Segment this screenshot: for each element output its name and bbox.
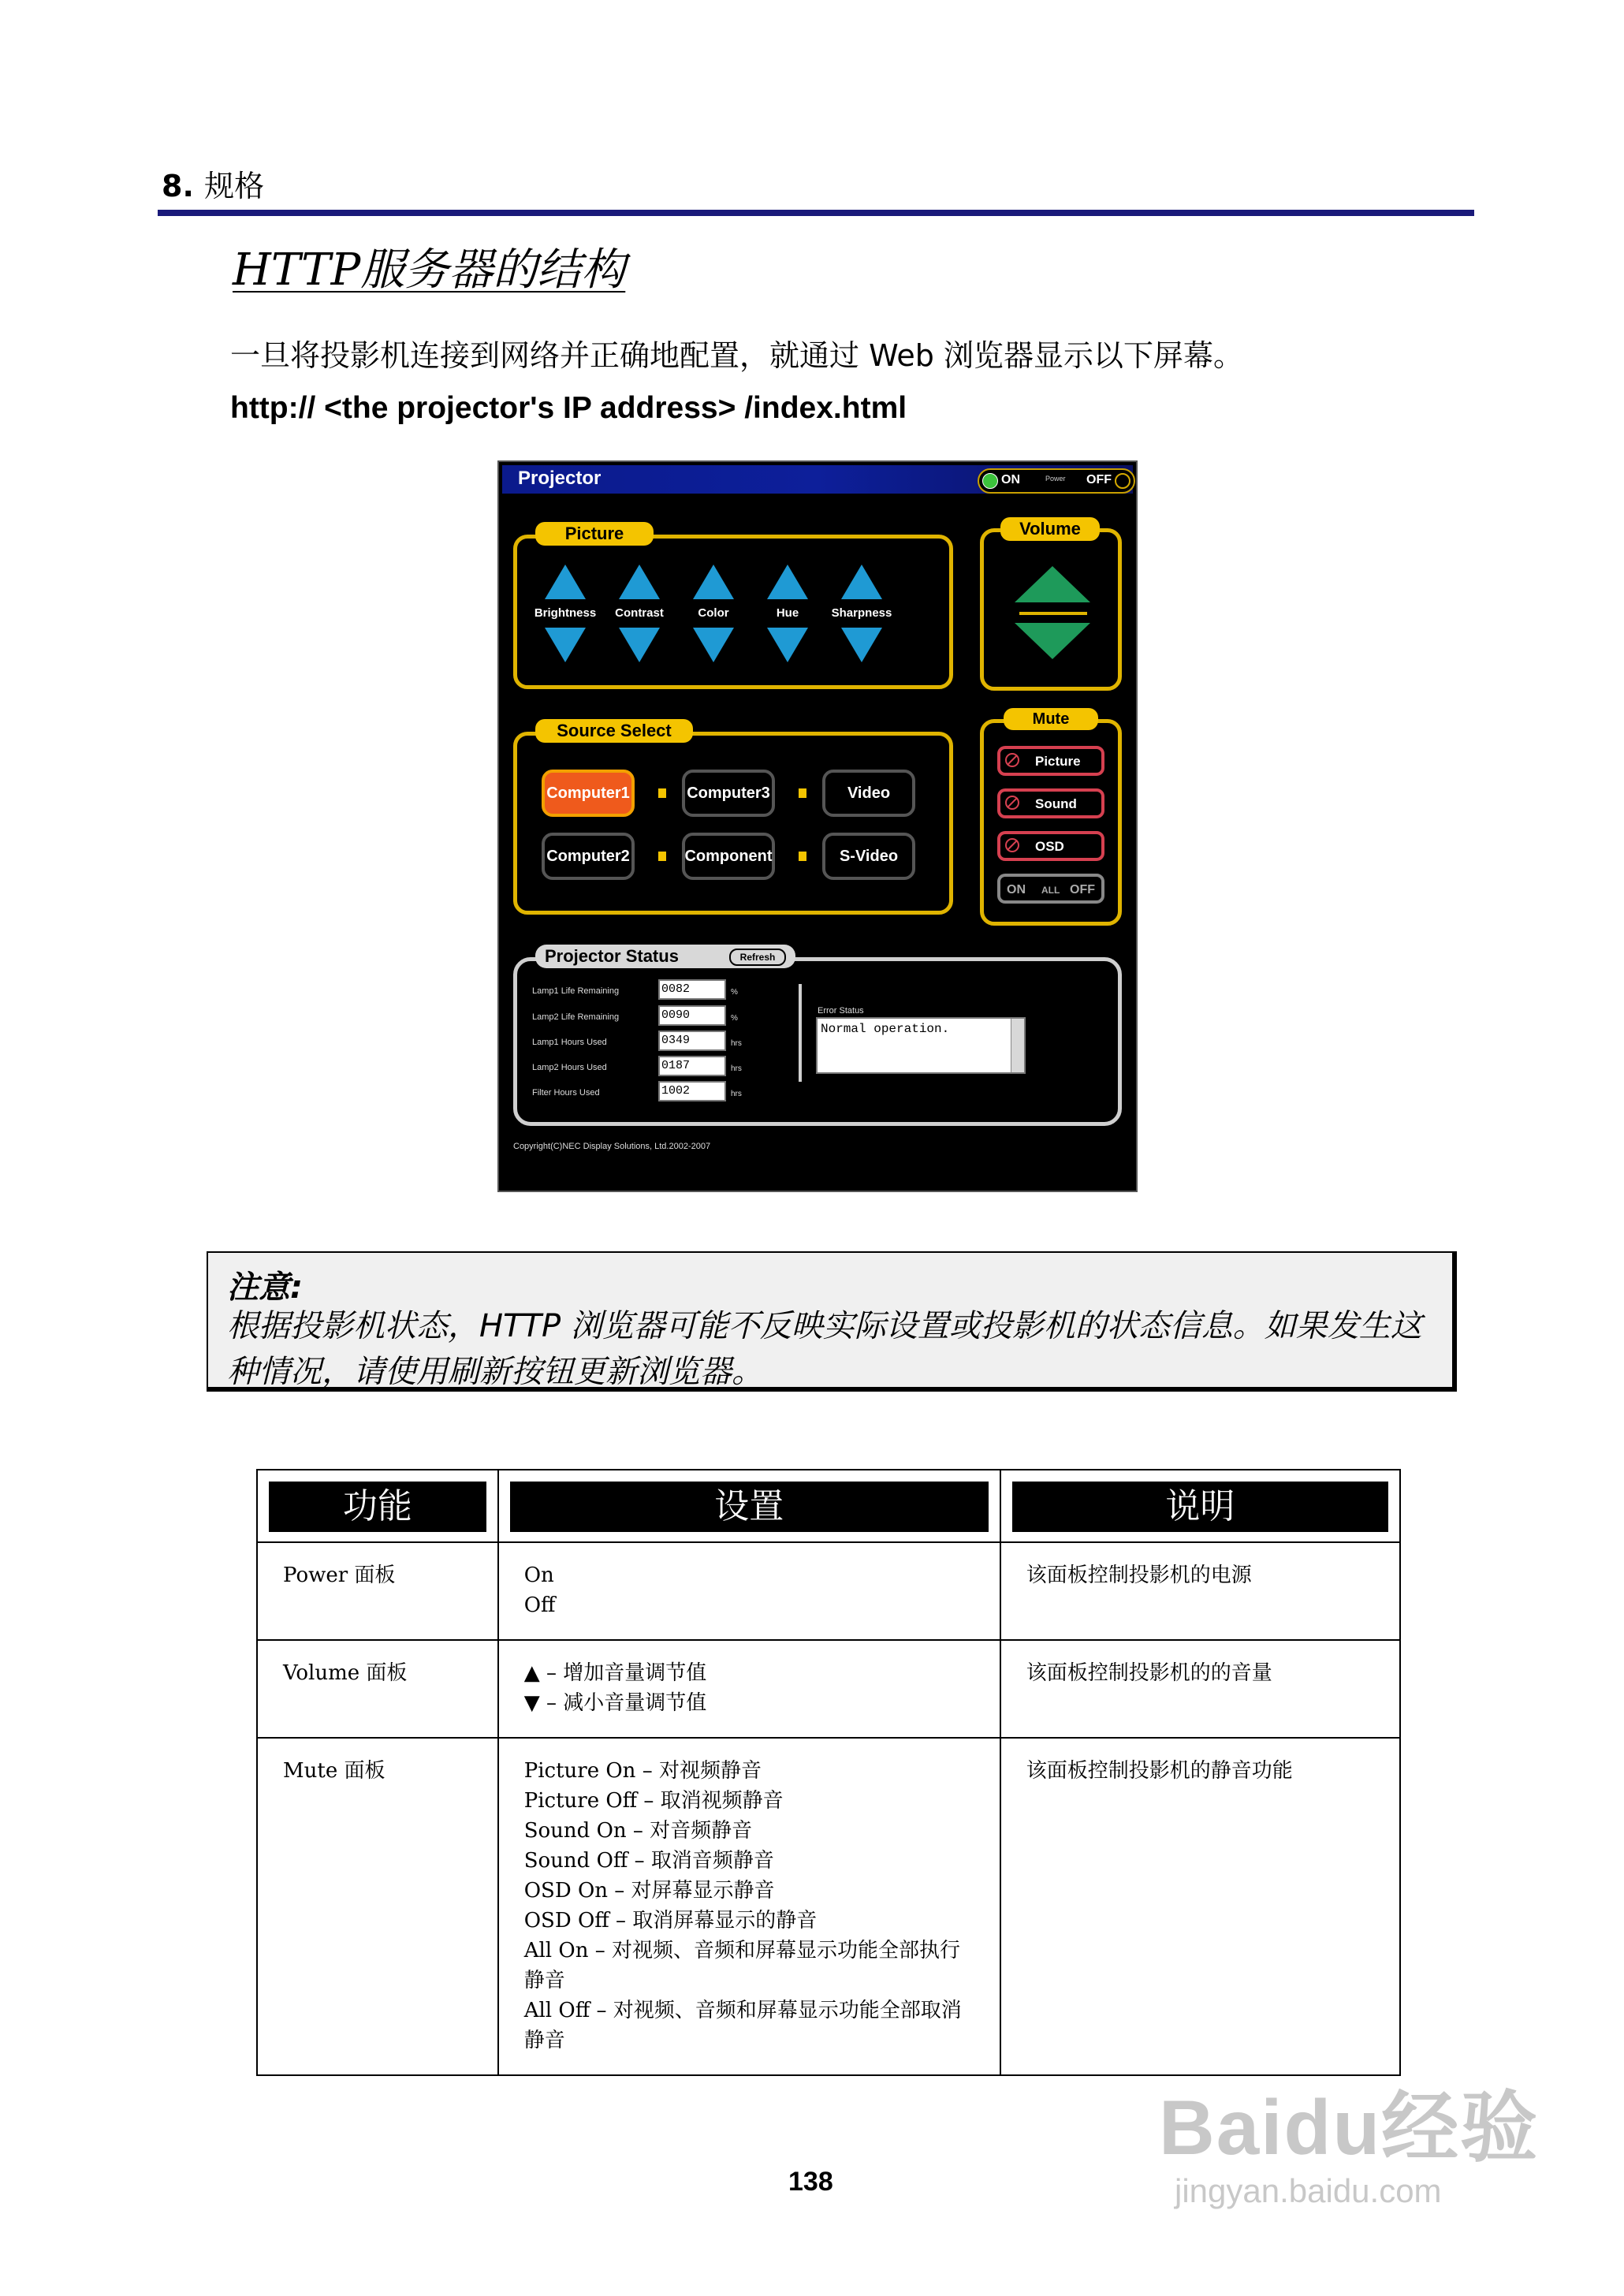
source-svideo-button[interactable]: S-Video (822, 833, 915, 880)
watermark-url: jingyan.baidu.com (1175, 2172, 1442, 2209)
color-down-icon[interactable] (693, 628, 734, 662)
note-body: 根据投影机状态，HTTP 浏览器可能不反映实际设置或投影机的状态信息。如果发生这种情况，请使用刷新按钮更新浏览器。 (227, 1308, 1422, 1390)
setting-line: All Off – 对视频、音频和屏幕显示功能全部取消静音 (523, 1999, 962, 2052)
mute-all-off[interactable]: OFF (1070, 883, 1095, 896)
projector-titlebar (502, 465, 1133, 494)
setting-line: OSD Off – 取消屏幕显示的静音 (523, 1909, 818, 1933)
source-separator (799, 788, 806, 798)
picture-panel-label: Picture (535, 522, 654, 546)
error-status-label: Error Status (818, 1006, 864, 1016)
source-separator (658, 788, 666, 798)
mute-sound-icon (1005, 796, 1019, 810)
volume-up-icon[interactable] (1015, 566, 1090, 602)
table-header-cell (1000, 1470, 1400, 1542)
power-off-button[interactable]: OFF (1086, 473, 1112, 486)
table-header-cell (498, 1470, 1000, 1542)
status-row-label: Lamp2 Life Remaining (532, 1012, 620, 1022)
section-header (162, 162, 264, 205)
volume-panel-label: Volume (1000, 517, 1100, 541)
mute-all-on[interactable]: ON (1007, 883, 1026, 896)
status-row-value: 0090 (658, 1005, 726, 1026)
cell-description: 该面板控制投影机的静音功能 (1000, 1738, 1400, 2075)
setting-line: ▲ – 增加音量调节值 (523, 1661, 707, 1685)
power-label: Power (1045, 475, 1066, 483)
mute-all-label: ALL (1041, 885, 1060, 896)
volume-divider (1019, 612, 1087, 615)
cell-function: Power 面板 (257, 1542, 498, 1640)
status-row-label: Lamp1 Hours Used (532, 1038, 607, 1047)
brightness-label: Brightness (534, 606, 597, 620)
source-video-button[interactable]: Video (822, 770, 915, 817)
power-off-icon[interactable] (1115, 473, 1130, 489)
copyright-text: Copyright(C)NEC Display Solutions, Ltd.2002-2007 (513, 1142, 711, 1151)
setting-line: Sound Off – 取消音频静音 (523, 1849, 774, 1873)
contrast-down-icon[interactable] (619, 628, 660, 662)
source-computer2-button[interactable]: Computer2 (542, 833, 635, 880)
header-rule (158, 210, 1474, 216)
volume-panel (980, 528, 1122, 691)
table-row (257, 1738, 1400, 2075)
projector-screenshot (497, 460, 1138, 1192)
watermark (1159, 2066, 1539, 2210)
status-row-label: Lamp2 Hours Used (532, 1063, 607, 1072)
header-settings: 设置 (510, 1482, 989, 1532)
error-status-value: Normal operation. (821, 1022, 950, 1036)
mute-picture-icon (1005, 753, 1019, 767)
cell-function: Volume 面板 (257, 1640, 498, 1738)
url-text: http:// <the projector's IP address> /index.html (230, 391, 907, 425)
status-row-value: 0082 (658, 979, 726, 1000)
status-row-value: 0349 (658, 1031, 726, 1051)
contrast-up-icon[interactable] (619, 565, 660, 599)
cell-function: Mute 面板 (257, 1738, 498, 2075)
section-label: 规格 (204, 169, 265, 203)
source-separator (658, 852, 666, 861)
mute-osd-button[interactable]: OSD (997, 831, 1104, 861)
hue-label: Hue (776, 606, 799, 620)
table-row (257, 1640, 1400, 1738)
table-row (257, 1542, 1400, 1640)
source-separator (799, 852, 806, 861)
setting-line: Off (523, 1593, 556, 1617)
brightness-down-icon[interactable] (545, 628, 586, 662)
status-row-label: Filter Hours Used (532, 1088, 600, 1098)
cell-description: 该面板控制投影机的电源 (1000, 1542, 1400, 1640)
setting-line: Sound On – 对音频静音 (523, 1819, 753, 1843)
source-computer3-button[interactable]: Computer3 (682, 770, 775, 817)
contrast-label: Contrast (615, 606, 664, 620)
mute-panel-label: Mute (1004, 708, 1098, 730)
setting-line: Picture On – 对视频静音 (523, 1759, 762, 1783)
status-row-unit: hrs (731, 1039, 742, 1048)
status-divider (799, 984, 802, 1082)
sharpness-up-icon[interactable] (841, 565, 882, 599)
cell-settings (498, 1542, 1000, 1640)
status-panel-label: Projector Status (545, 946, 679, 966)
status-row-unit: % (731, 1014, 738, 1023)
setting-line: ▼ – 减小音量调节值 (523, 1691, 707, 1715)
setting-line: Picture Off – 取消视频静音 (523, 1789, 784, 1813)
mute-osd-icon (1005, 838, 1019, 852)
error-status-box (816, 1017, 1026, 1074)
header-description: 说明 (1012, 1482, 1388, 1532)
cell-settings (498, 1640, 1000, 1738)
source-select-panel (513, 732, 953, 915)
status-row-unit: hrs (731, 1064, 742, 1073)
setting-line: OSD On – 对屏幕显示静音 (523, 1879, 775, 1903)
status-row-unit: hrs (731, 1090, 742, 1098)
mute-all-toggle[interactable] (997, 874, 1104, 904)
status-row-unit: % (731, 988, 738, 997)
volume-down-icon[interactable] (1015, 623, 1090, 659)
refresh-button[interactable]: Refresh (729, 949, 786, 966)
color-up-icon[interactable] (693, 565, 734, 599)
source-select-label: Source Select (535, 719, 693, 743)
watermark-logo: Baidu经验 (1159, 2084, 1540, 2171)
power-on-button[interactable]: ON (1001, 473, 1020, 486)
table-header-row (257, 1470, 1400, 1542)
setting-line: All On – 对视频、音频和屏幕显示功能全部执行静音 (523, 1939, 960, 1992)
spec-table (256, 1469, 1401, 2076)
color-label: Color (698, 606, 729, 620)
error-status-scrollbar[interactable] (1011, 1019, 1024, 1072)
note-box (207, 1251, 1457, 1392)
projector-title: Projector (518, 468, 602, 489)
header-function: 功能 (269, 1482, 486, 1532)
power-on-icon[interactable] (982, 473, 998, 489)
power-panel (978, 468, 1135, 494)
status-row-value: 0187 (658, 1056, 726, 1076)
status-panel-header (535, 945, 795, 968)
cell-settings (498, 1738, 1000, 2075)
hue-down-icon[interactable] (767, 628, 808, 662)
table-header-cell (257, 1470, 498, 1542)
setting-line: On (523, 1564, 554, 1587)
mute-picture-button[interactable]: Picture (997, 746, 1104, 776)
brightness-up-icon[interactable] (545, 565, 586, 599)
sharpness-label: Sharpness (831, 606, 892, 620)
page-title: HTTP服务器的结构 (233, 244, 626, 296)
cell-description: 该面板控制投影机的的音量 (1000, 1640, 1400, 1738)
hue-up-icon[interactable] (767, 565, 808, 599)
section-number: 8. (162, 169, 194, 203)
status-row-label: Lamp1 Life Remaining (532, 986, 620, 996)
page-number: 138 (788, 2167, 833, 2197)
source-component-button[interactable]: Component (682, 833, 775, 880)
mute-sound-button[interactable]: Sound (997, 788, 1104, 818)
status-row-value: 1002 (658, 1081, 726, 1101)
sharpness-down-icon[interactable] (841, 628, 882, 662)
source-computer1-button[interactable]: Computer1 (542, 770, 635, 817)
note-title: 注意: (227, 1269, 303, 1306)
intro-text: 一旦将投影机连接到网络并正确地配置，就通过 Web 浏览器显示以下屏幕。 (230, 338, 1244, 373)
